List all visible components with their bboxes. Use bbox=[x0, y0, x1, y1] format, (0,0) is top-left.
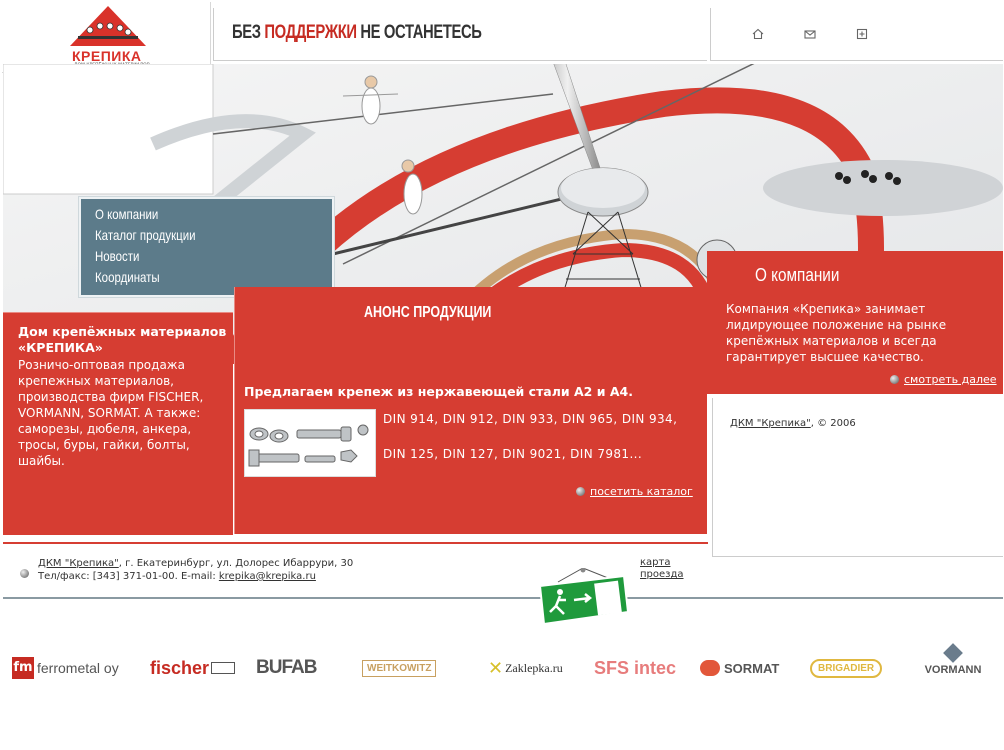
mail-icon[interactable] bbox=[803, 28, 817, 42]
map-link-line1[interactable]: карта bbox=[640, 557, 671, 568]
sormat-icon bbox=[700, 660, 720, 676]
bullet-icon bbox=[576, 487, 585, 496]
fasteners-image[interactable] bbox=[244, 409, 376, 477]
home-icon[interactable] bbox=[751, 28, 765, 42]
partner-brigadier[interactable] bbox=[810, 652, 882, 684]
bullet-icon bbox=[20, 562, 34, 581]
partner-ferrometal[interactable] bbox=[12, 652, 119, 684]
map-link[interactable] bbox=[640, 557, 684, 581]
footer-email-link[interactable]: krepika@krepika.ru bbox=[218, 571, 316, 582]
din-list-line2: DIN 125, DIN 127, DIN 9021, DIN 7981... bbox=[383, 447, 643, 461]
partner-weitkowitz[interactable] bbox=[362, 652, 436, 684]
read-more-link[interactable] bbox=[890, 373, 997, 386]
footer-divider bbox=[3, 542, 708, 544]
logo-wordmark: КРЕПИКА bbox=[72, 48, 142, 64]
about-title: О компании bbox=[755, 265, 840, 285]
footer-company-link[interactable]: ДКМ "Крепика" bbox=[38, 558, 119, 569]
read-more-label[interactable]: смотреть далее bbox=[904, 373, 997, 386]
zaklepka-x-icon: ✕ bbox=[488, 657, 504, 679]
slogan-highlight: ПОДДЕРЖКИ bbox=[264, 22, 357, 43]
copyright bbox=[730, 418, 856, 429]
copyright-text: , © 2006 bbox=[810, 418, 856, 429]
slogan-part2: НЕ ОСТАНЕТЕСЬ bbox=[356, 22, 482, 43]
nav-item-about[interactable]: О компании bbox=[95, 206, 159, 222]
main-navigation bbox=[78, 196, 335, 298]
partner-weitkowitz-label: WEITKOWITZ bbox=[362, 660, 436, 677]
sitemap-icon[interactable] bbox=[855, 28, 869, 42]
slogan-part1: БЕЗ bbox=[232, 22, 265, 43]
copyright-link[interactable]: ДКМ "Крепика" bbox=[730, 418, 811, 429]
company-intro-text: Розничо-оптовая продажа крепежных материалов, производства фирм FISCHER, VORMANN, SORMAT. А также: саморезы, дюбеля, анкера, тросы, буры, гайки, болты, шайбы. bbox=[18, 358, 204, 468]
partner-bufab[interactable] bbox=[256, 652, 316, 684]
company-intro-title: Дом крепёжных материалов «КРЕПИКА» bbox=[18, 324, 227, 355]
product-announce-title: АНОНС ПРОДУКЦИИ bbox=[364, 304, 492, 321]
ferrometal-icon: fm bbox=[12, 657, 34, 679]
partner-vormann[interactable] bbox=[913, 646, 993, 678]
partner-fischer[interactable] bbox=[150, 652, 235, 684]
nav-item-news[interactable]: Новости bbox=[95, 248, 140, 264]
footer-address-text: , г. Екатеринбург, ул. Долорес Ибаррури, 30 bbox=[118, 558, 354, 569]
about-text: Компания «Крепика» занимает лидирующее положение на рынке крепёжных материалов и всегда гарантирует высшее качество. bbox=[726, 302, 947, 364]
footer-address bbox=[38, 557, 353, 583]
visit-catalog-label[interactable]: посетить каталог bbox=[590, 485, 693, 498]
partner-zaklepka-label: Zaklepka.ru bbox=[505, 660, 563, 675]
nav-item-catalog[interactable]: Каталог продукции bbox=[95, 227, 196, 243]
visit-catalog-link[interactable] bbox=[576, 485, 693, 498]
vormann-icon bbox=[943, 643, 963, 663]
fischer-dowel-icon bbox=[211, 662, 235, 674]
nav-item-contacts[interactable]: Координаты bbox=[95, 269, 160, 285]
din-list-line1: DIN 914, DIN 912, DIN 933, DIN 965, DIN 934, bbox=[383, 412, 678, 426]
footer-phone: Тел/факс: [343] 371-01-00. E-mail: bbox=[38, 571, 219, 582]
map-link-line2[interactable]: проезда bbox=[640, 569, 684, 580]
partner-bufab-label: BUFAB bbox=[256, 657, 317, 678]
partner-sormat[interactable] bbox=[700, 652, 779, 684]
bullet-icon bbox=[890, 375, 899, 384]
top-icons-area bbox=[710, 8, 1003, 61]
partner-vormann-label: VORMANN bbox=[924, 664, 982, 676]
partner-fischer-label: fischer bbox=[150, 657, 210, 678]
partner-sfs-intec[interactable] bbox=[594, 652, 676, 684]
partner-ferrometal-label: ferrometal oy bbox=[37, 660, 119, 676]
partner-brigadier-label: BRIGADIER bbox=[810, 659, 882, 678]
slogan-text bbox=[232, 22, 482, 44]
partner-sfs-label: SFS intec bbox=[594, 657, 677, 678]
partner-sormat-label: SORMAT bbox=[724, 660, 780, 676]
partner-zaklepka[interactable] bbox=[488, 652, 563, 684]
exit-sign-icon bbox=[538, 568, 628, 626]
product-offer-text: Предлагаем крепеж из нержавеющей стали А2 и А4. bbox=[244, 384, 633, 399]
logo-area bbox=[2, 2, 211, 73]
